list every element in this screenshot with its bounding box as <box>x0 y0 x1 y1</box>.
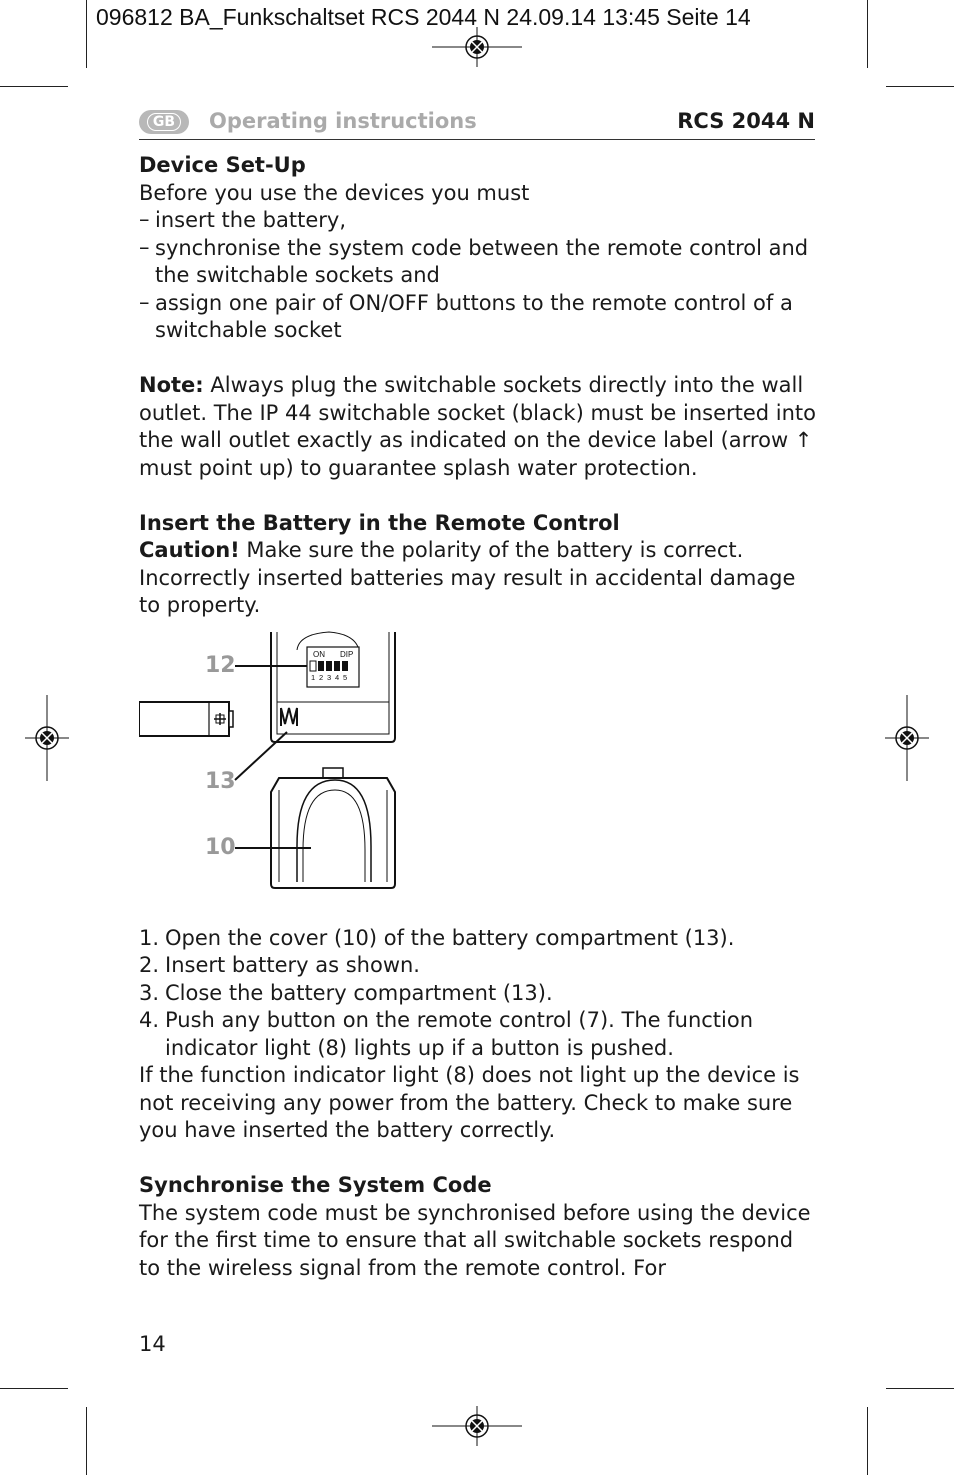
caution-label: Caution! <box>139 538 240 562</box>
sync-heading: Synchronise the System Code <box>139 1173 492 1197</box>
header-section-label: Operating instructions <box>209 109 477 133</box>
setup-list-item: – insert the battery, <box>139 207 819 235</box>
crop-mark-bottom-left-v <box>86 1407 87 1475</box>
header-model-name: RCS 2044 N <box>677 109 815 133</box>
setup-list-item: – assign one pair of ON/OFF buttons to the remote control of a switchable socket <box>139 290 819 345</box>
dip-number: 4 <box>335 672 340 682</box>
registration-mark-right-icon <box>885 695 929 781</box>
battery-figure <box>139 620 819 925</box>
note-text: Always plug the switchable sockets directly into the wall outlet. The IP 44 switchable socket (black) must be inserted into the wall outlet exactly as indicated on the device label (arrow ↑ must point up) to guarantee splash water protection. <box>139 373 817 480</box>
step-item: 2. Insert battery as shown. <box>139 953 420 977</box>
callout-10: 10 <box>205 834 236 860</box>
crop-mark-bottom-left-h <box>0 1388 68 1389</box>
caution-text: Make sure the polarity of the battery is correct. Incorrectly inserted batteries may result in accidental damage to property. <box>139 538 796 617</box>
language-badge: GB <box>139 110 189 134</box>
note-label: Note: <box>139 373 204 397</box>
step-item: 4. Push any button on the remote control (7). The function indicator light (8) lights up if a button is pushed. <box>139 1008 754 1060</box>
step-item: 3. Close the battery compartment (13). <box>139 980 553 1005</box>
crop-mark-top-left-v <box>86 0 87 68</box>
battery-compartment-illustration <box>139 630 419 930</box>
dip-number: 5 <box>343 672 348 682</box>
registration-mark-top-icon <box>432 27 522 67</box>
setup-list <box>139 207 819 345</box>
setup-list-item: – synchronise the system code between the remote control and the switchable sockets and <box>139 235 819 290</box>
dip-number: 3 <box>327 672 332 682</box>
registration-mark-bottom-icon <box>432 1406 522 1446</box>
crop-mark-top-right-v <box>867 0 868 68</box>
setup-heading: Device Set-Up <box>139 153 306 177</box>
sync-paragraph: The system code must be synchronised before using the device for the first time to ensure that all switchable sockets respond to the wireless signal from the remote control. For <box>139 1200 811 1280</box>
running-header <box>139 109 815 140</box>
dip-on-label: ON <box>313 649 325 659</box>
dip-label: DIP <box>340 649 354 659</box>
crop-mark-bottom-right-v <box>867 1407 868 1475</box>
crop-mark-top-right-h <box>886 86 954 87</box>
step-item: 1. Open the cover (10) of the battery compartment (13). <box>139 925 735 950</box>
page-content <box>139 152 819 1282</box>
crop-mark-top-left-h <box>0 86 68 87</box>
page-number: 14 <box>139 1332 166 1356</box>
crop-mark-bottom-right-h <box>886 1388 954 1389</box>
dip-number: 2 <box>319 672 324 682</box>
callout-12: 12 <box>205 652 236 678</box>
note-paragraph <box>139 372 819 482</box>
caution-paragraph <box>139 537 819 620</box>
print-slug: 096812 BA_Funkschaltset RCS 2044 N 24.09.14 13:45 Seite 14 <box>96 4 751 30</box>
battery-steps <box>139 925 819 1063</box>
battery-heading: Insert the Battery in the Remote Control <box>139 510 620 535</box>
registration-mark-left-icon <box>25 695 69 781</box>
callout-13: 13 <box>205 768 236 794</box>
troubleshooting-paragraph: If the function indicator light (8) does not light up the device is not receiving any power from the battery. Check to make sure you have inserted the battery correctly. <box>139 1063 800 1142</box>
setup-intro: Before you use the devices you must <box>139 180 530 205</box>
dip-number: 1 <box>311 672 316 682</box>
